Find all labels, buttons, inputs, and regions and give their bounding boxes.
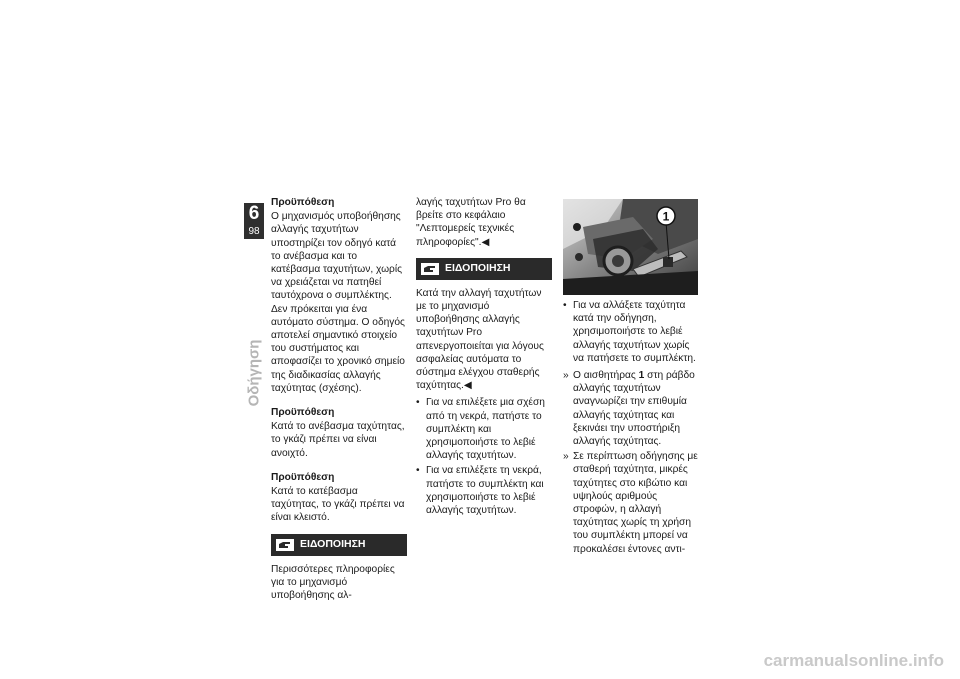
paragraph-cruise-control: Κατά την αλλαγή ταχυτήτων με το μηχανισμό υποβοήθησης αλλαγής ταχυτήτων Pro απενεργοποιείται για λόγους ασφαλείας αυτόματα το σύστημα ελέγχου σταθερής ταχύτητας.◀: [416, 287, 544, 392]
gear-shift-sensor-photo: [563, 199, 698, 295]
paragraph-intro: Ο μηχανισμός υποβοήθησης αλλαγής ταχυτήτων υποστηρίζει τον οδηγό κατά το ανέβασμα και το κατέβασμα ταχυτήτων, χωρίς να χρειάζεται να πατηθεί ταυτόχρονα ο συμπλέκτης. Δεν πρόκειται για ένα αυτόματο σύστημα. Ο οδηγός αποτελεί σημαντικό στοιχείο του συστήματος και αποφασίζει το χρονικό σημείο της διαδικασίας αλλαγής ταχύτητας (σχέσης).: [271, 211, 405, 394]
warning-banner: [271, 534, 407, 556]
paragraph-upshift: Κατά το ανέβασμα ταχύτητας, το γκάζι πρέπει να είναι ανοιχτό.: [271, 421, 405, 459]
result-item: [563, 450, 701, 556]
heading-prerequisite-2: Προϋπόθεση: [271, 407, 335, 419]
warning-banner: [416, 258, 552, 280]
list-item: • Για να αλλάξετε ταχύτητα κατά την οδήγηση, χρησιμοποιήστε το λεβιέ αλλαγής ταχυτήτων χωρίς να πατήσετε το συμπλέκτη.: [563, 299, 701, 365]
warning-label: ΕΙΔΟΠΟΙΗΣΗ: [300, 538, 366, 551]
warning-label: ΕΙΔΟΠΟΙΗΣΗ: [445, 262, 511, 275]
result-marker: »: [563, 451, 569, 463]
result-text: Σε περίπτωση οδήγησης με σταθερή ταχύτητα, μικρές ταχύτητες στο κιβώτιο και υψηλούς αριθμούς στροφών, η αλλαγή ταχύτητας χωρίς τη χρήση του συμπλέκτη μπορεί να προκαλέσει έντονες αντι-: [573, 451, 698, 555]
page-number: 98: [248, 226, 260, 237]
result-text-end: στη ράβδο αλλαγής ταχυτήτων αναγνωρίζει την επιθυμία αλλαγής ταχύτητας και ξεκινάει την υποστήριξη αλλαγής ταχύτητας.: [573, 370, 695, 448]
heading-prerequisite-3: Προϋπόθεση: [271, 471, 335, 483]
list-item: • Για να επιλέξετε μια σχέση από τη νεκρά, πατήστε το συμπλέκτη και χρησιμοποιήστε το λεβιέ αλλαγής ταχυτήτων.: [416, 396, 552, 462]
watermark: carmanualsonline.info: [763, 651, 944, 670]
paragraph-more-info: Περισσότερες πληροφορίες για το μηχανισμό υποβοήθησης αλ-: [271, 563, 395, 602]
list-item: • Για να επιλέξετε τη νεκρά, πατήστε το συμπλέκτη και χρησιμοποιήστε το λεβιέ αλλαγής ταχυτήτων.: [416, 464, 552, 517]
instruction-list: [563, 299, 701, 365]
heading-prerequisite-1: Προϋπόθεση: [271, 197, 335, 208]
instruction-list: [416, 396, 552, 517]
paragraph-downshift: Κατά το κατέβασμα ταχύτητας, το γκάζι πρέπει να είναι κλειστό.: [271, 486, 405, 524]
result-marker: »: [563, 370, 569, 382]
callout-number: 1: [662, 209, 670, 224]
paragraph-more-info-cont: λαγής ταχυτήτων Pro θα βρείτε στο κεφάλαιο "Λεπτομερείς τεχνικές πληροφορίες".◀: [416, 197, 526, 248]
hand-note-icon: [275, 537, 295, 553]
photo-illustration: [563, 199, 698, 295]
column-3: [563, 299, 701, 558]
sensor-reference: 1: [638, 370, 645, 382]
result-item: [563, 369, 701, 448]
result-text-start: Ο αισθητήρας: [573, 370, 639, 382]
chapter-number: 6: [248, 203, 260, 224]
column-1: [271, 196, 407, 606]
hand-note-icon: [420, 261, 440, 277]
side-section-title-text: Οδήγηση: [245, 339, 263, 407]
side-section-title: [238, 328, 270, 418]
column-2: [416, 196, 552, 521]
